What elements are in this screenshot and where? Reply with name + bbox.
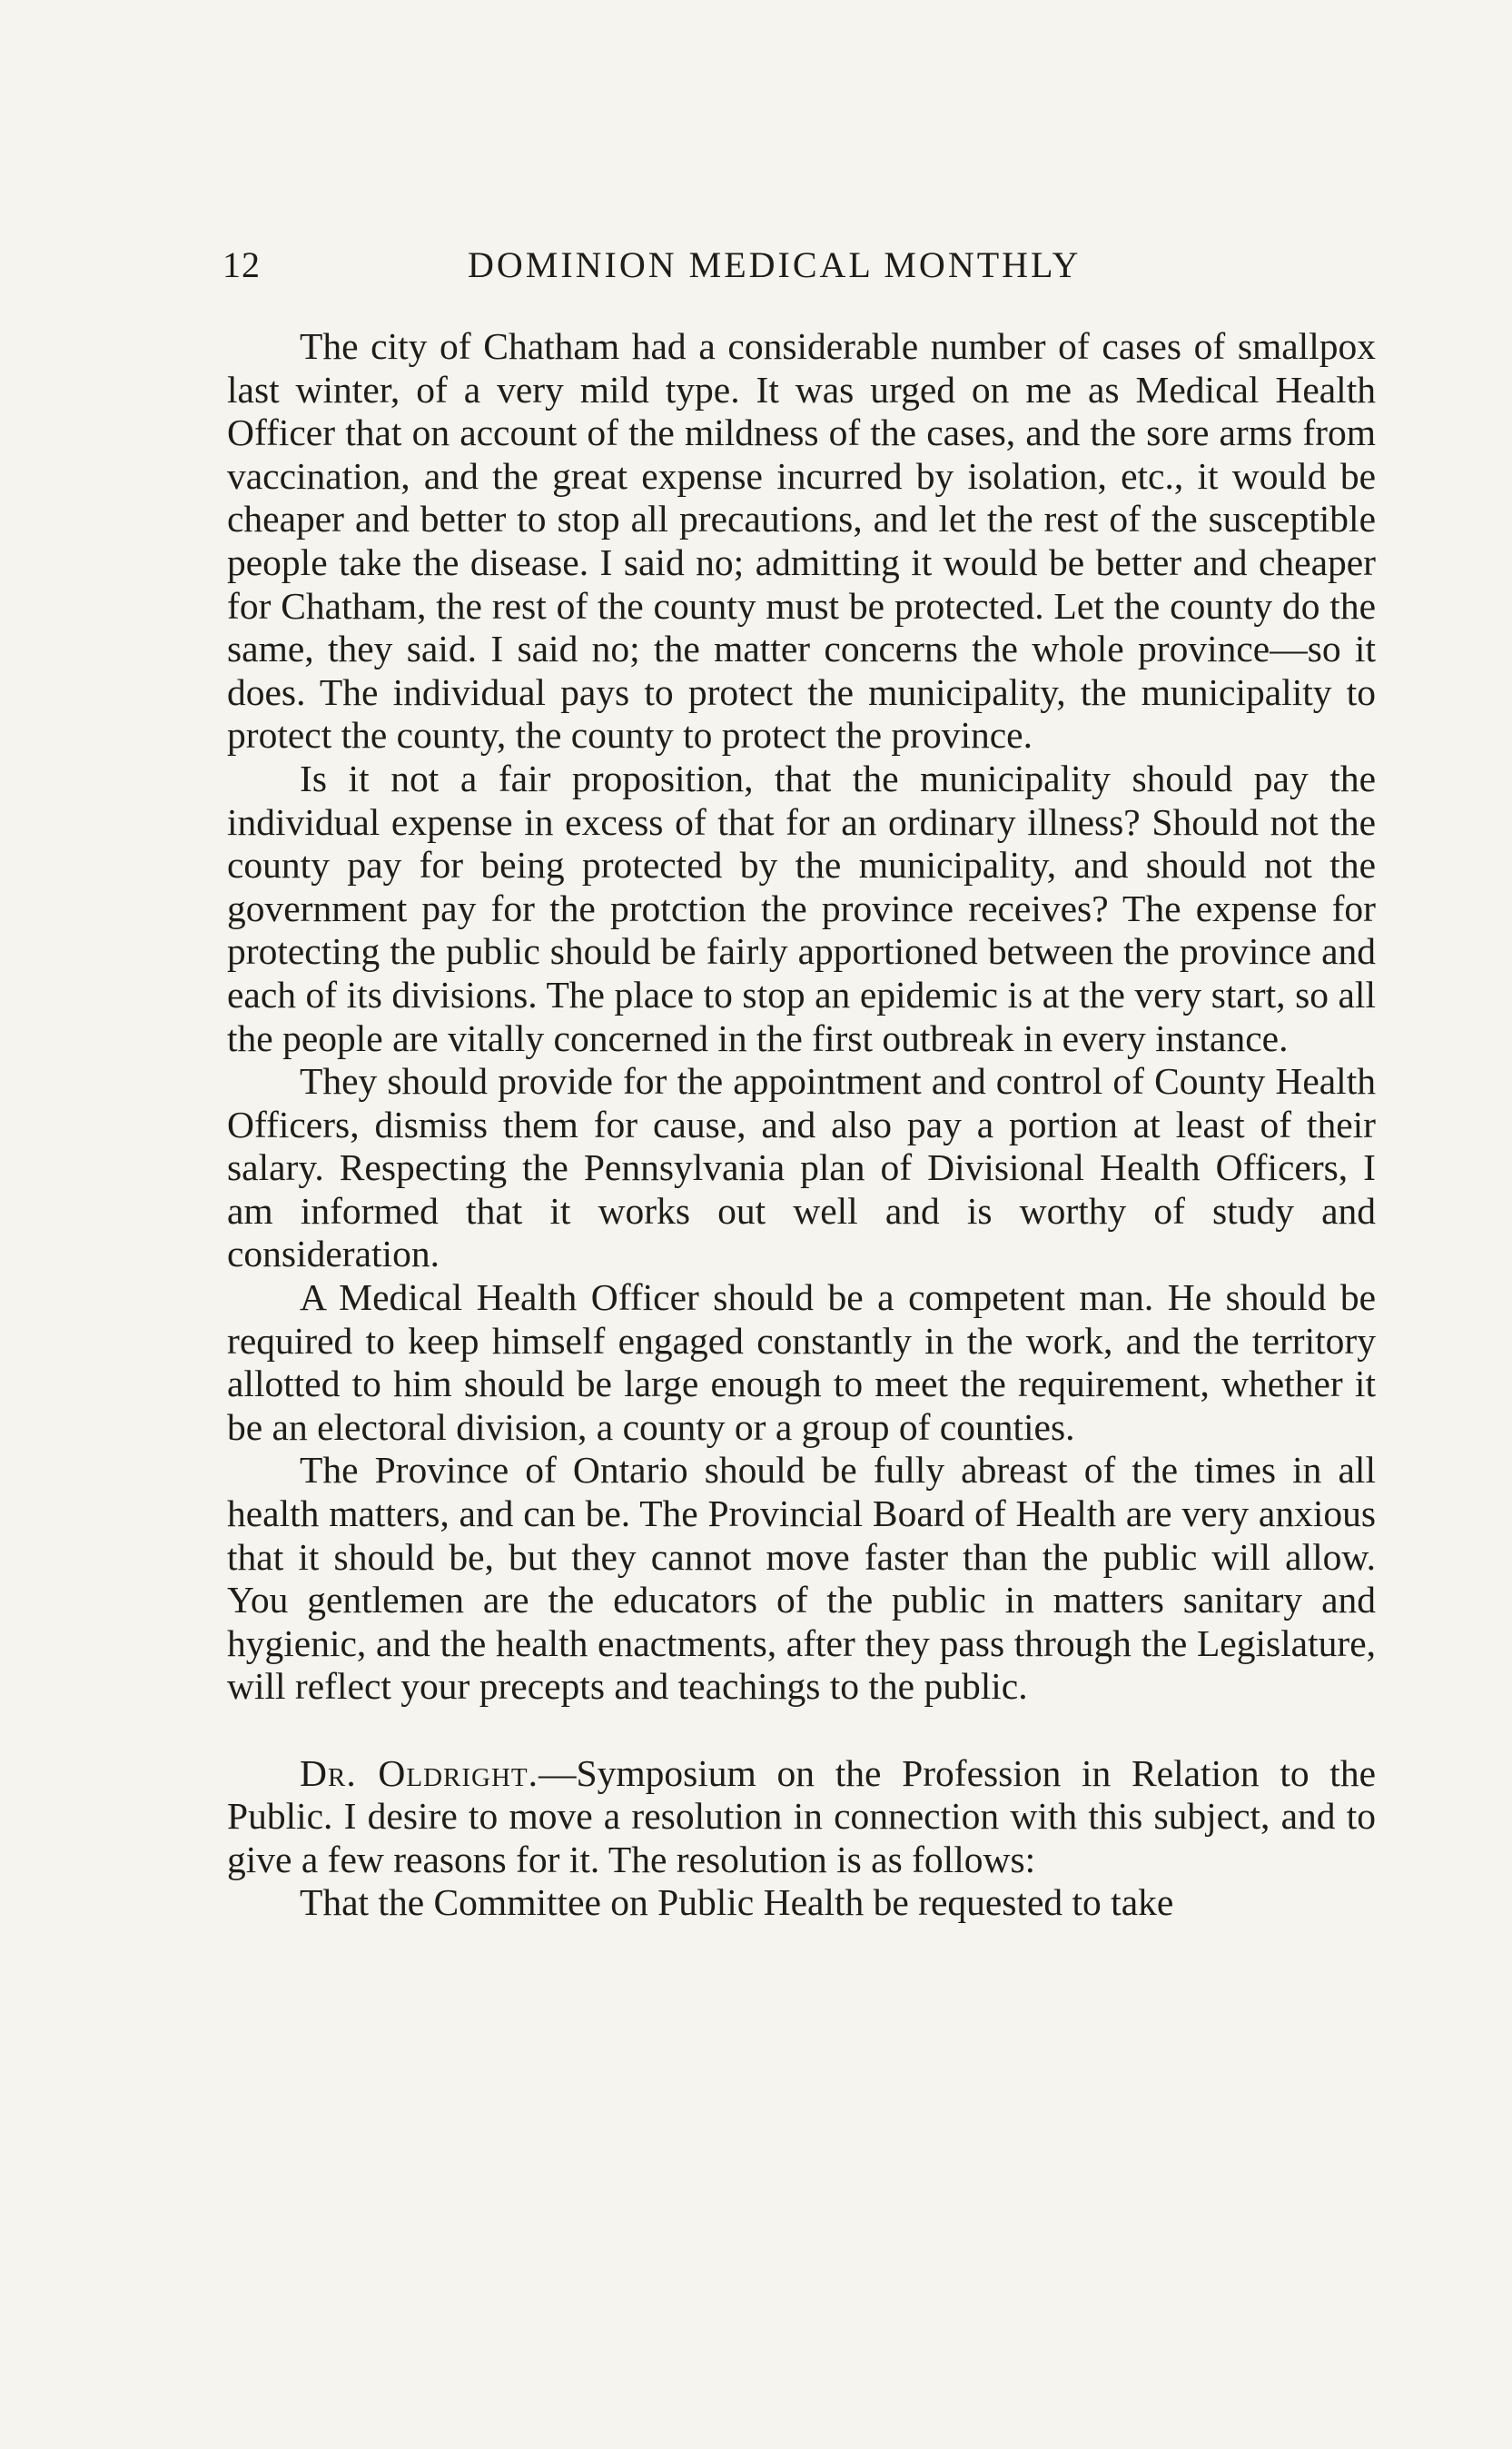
paragraph-expense-apportioned: Is it not a fair proposition, that the municipality should pay the individual expense in excess of that for an ordinary illness? Should not the county pay for being protected by the municipality, and should not the government pay for the protction the province receives? The expense for protecting the public should be fairly apportioned between the province and each of its divisions. The place to stop an epidemic is at the very start, so all the people are vitally concerned in the first outbreak in every instance. — [227, 757, 1376, 1059]
paragraph-resolution-start: That the Committee on Public Health be requested to take — [300, 1881, 1174, 1924]
page-number: 12 — [222, 244, 261, 285]
running-head — [222, 243, 1376, 298]
paragraph-province-of-ontario: The Province of Ontario should be fully abreast of the times in all health matters, and can be. The Provincial Board of Health are very anxious that it should be, but they cannot move faster than the public will allow. You gentlemen are the educators of the public in matters sanitary and hygienic, and the health enactments, after they pass through the Legislature, will reflect your precepts and teachings to the public. — [227, 1449, 1376, 1708]
paragraph-chatham-smallpox: The city of Chatham had a considerable number of cases of smallpox last winter, of a very mild type. It was urged on me as Medical Health Officer that on account of the mildness of the cases, and the sore arms from vaccination, and the great expense incurred by isolation, etc., it would be cheaper and better to stop all precautions, and let the rest of the susceptible people take the disease. I said no; admitting it would be better and cheaper for Chatham, the rest of the county must be protected. Let the county do the same, they said. I said no; the matter concerns the whole province—so it does. The individual pays to protect the municipality, the municipality to protect the county, the county to protect the province. — [227, 325, 1376, 757]
journal-title: DOMINION MEDICAL MONTHLY — [468, 244, 1082, 285]
paragraph-county-health-officers: They should provide for the appointment and control of County Health Officers, dismiss them for cause, and also pay a portion at least of their salary. Respecting the Pennsylvania plan of Divisional Health Officers, I am informed that it works out well and is worthy of study and consideration. — [227, 1060, 1376, 1275]
speaker-remarks: —Symposium on the Profession in Relation to the Public. I desire to move a resolution in connection with this subject, and to give a few reasons for it. The resolution is as follows: — [227, 1751, 1376, 1880]
paragraph-dr-oldright — [227, 1752, 1376, 1882]
paragraph-competent-officer: A Medical Health Officer should be a competent man. He should be required to keep himself engaged constantly in the work, and the territory allotted to him should be large enough to meet the requirement, whether it be an electoral division, a county or a group of counties. — [227, 1276, 1376, 1448]
speaker-name: Dr. Oldright. — [300, 1751, 539, 1794]
article-body — [227, 325, 1376, 1925]
